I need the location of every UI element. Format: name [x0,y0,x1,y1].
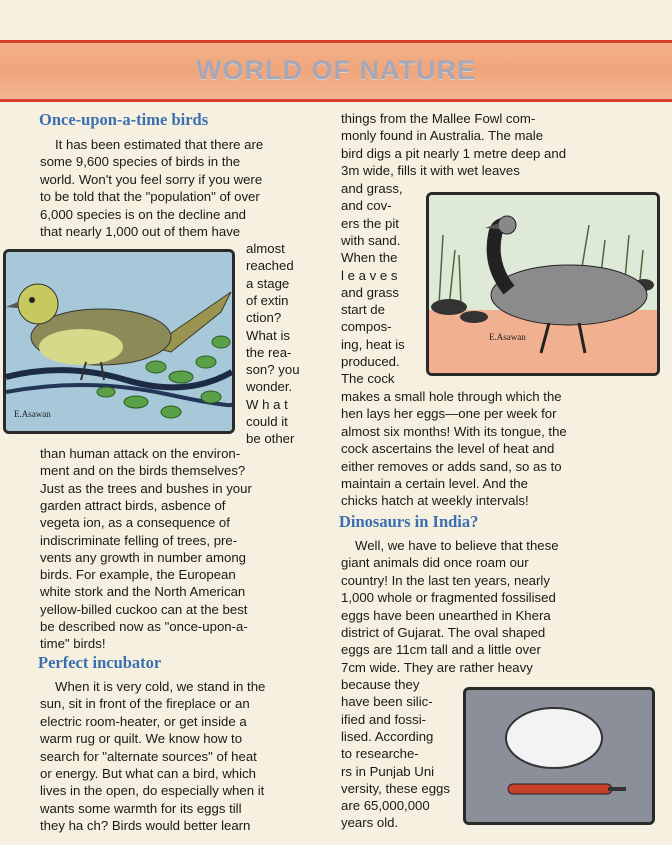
text-line: It has been estimated that there are [55,137,264,152]
text-line: time" birds! [40,636,106,652]
text-line: the rea- [246,344,292,360]
bird-signature: E.Asawan [14,409,51,419]
text-line: have been silic- [341,694,433,710]
title-banner [0,40,672,102]
text-line: ment and on the birds themselves? [40,463,246,479]
text-line: country! In the last ten years, nearly [341,572,550,588]
text-line: and cov- [341,198,392,214]
mallee-fowl-illustration [426,192,660,376]
text-line: with sand. [341,232,401,248]
text-line: be other [246,431,295,447]
text-line: When the [341,250,398,266]
text-line: electric room-heater, or get inside a [40,713,247,729]
text-line: versity, these eggs [341,780,450,796]
text-line: than human attack on the environ- [40,446,241,461]
page-title: WORLD OF NATURE [196,55,476,85]
text-line: What is [246,327,290,343]
text-line: district of Gujarat. The oval shaped [341,625,546,640]
text-line: reached [246,258,294,274]
text-line: When it is very cold, we stand in the [55,679,266,694]
text-line: be described now as "once-upon-a- [40,619,248,634]
text-line: eggs have been unearthed in Khera [341,607,551,623]
text-line: son? you [246,362,300,378]
text-line: maintain a certain level. And the [341,476,528,491]
text-line: bird digs a pit nearly 1 metre deep and [341,145,567,161]
text-line: chicks hatch at weekly intervals! [341,493,529,509]
dinosaur-egg-illustration [463,687,655,825]
text-line: to be told that the "population" of over [40,189,260,205]
text-line: vegeta ion, as a consequence of [40,515,230,531]
heading-incubator: Perfect incubator [38,653,162,672]
text-line: l e a v e s [341,267,398,283]
text-line: cock ascertains the level of heat and [341,441,555,457]
text-line: because they [341,677,420,692]
text-line: 3m wide, fills it with wet leaves [341,163,520,179]
text-line: Just as the trees and bushes in your [40,480,252,496]
text-line: to researche- [341,746,419,762]
text-line: search for "alternate sources" of heat [40,748,257,764]
text-line: that nearly 1,000 out of them have [40,224,241,239]
text-line: birds. For example, the European [40,567,236,583]
text-line: things from the Mallee Fowl com- [341,111,536,126]
text-line: hen lays her eggs—one per week for [341,406,557,422]
text-line: giant animals did once roam our [341,555,529,571]
text-line: or energy. But what can a bird, which [40,766,256,781]
text-line: ified and fossi- [341,711,427,727]
text-line: lised. According [341,728,434,744]
text-line: are 65,000,000 [341,798,430,814]
text-line: wonder. [246,379,293,395]
text-line: could it [246,414,288,429]
text-line: a stage [246,275,290,291]
text-line: lives in the open, do especially when it [40,783,265,799]
heading-birds: Once-upon-a-time birds [39,110,209,129]
text-line: makes a small hole through which the [341,389,562,404]
text-line: compos- [341,319,392,335]
text-line: years old. [341,815,399,831]
text-line: yellow-billed cuckoo can at the best [40,601,248,617]
bird-illustration [3,249,235,434]
text-line: white stork and the North American [40,584,246,600]
text-line: The cock [341,371,395,387]
fowl-signature: E.Asawan [489,332,526,342]
text-line: indiscriminate felling of trees, pre- [40,532,238,548]
text-line: almost [246,241,285,256]
text-line: 6,000 species is on the decline and [40,206,247,222]
text-line: ers the pit [341,215,399,231]
text-line: W h a t [246,396,288,412]
text-line: of extin [246,292,289,308]
text-line: produced. [341,354,400,369]
text-line: eggs are 11cm tall and a little over [341,642,541,658]
text-line: world. Won't you feel sorry if you were [40,171,263,187]
text-line: some 9,600 species of birds in the [40,154,241,170]
text-line: and grass, [341,181,403,196]
text-line: either removes or adds sand, so as to [341,458,562,474]
heading-dinosaurs: Dinosaurs in India? [339,512,479,531]
text-line: Well, we have to believe that these [355,538,559,553]
text-line: 7cm wide. They are rather heavy [341,659,533,675]
text-line: ction? [246,310,282,326]
text-line: they ha ch? Birds would better learn [40,818,251,834]
text-line: ing, heat is [341,336,405,352]
text-line: 1,000 whole or fragmented fossilised [341,590,556,606]
text-line: vents any growth in number among [40,549,246,565]
text-line: garden attract birds, asbence of [40,497,226,513]
text-line: almost six months! With its tongue, the [341,423,567,439]
text-line: warm rug or quilt. We know how to [40,731,243,747]
text-line: monly found in Australia. The male [341,128,544,144]
text-line: wants some warmth for its eggs till [40,800,242,816]
text-line: sun, sit in front of the fireplace or an [40,696,250,712]
text-line: start de [341,302,385,318]
text-line: and grass [341,284,399,300]
text-line: rs in Punjab Uni [341,763,435,779]
